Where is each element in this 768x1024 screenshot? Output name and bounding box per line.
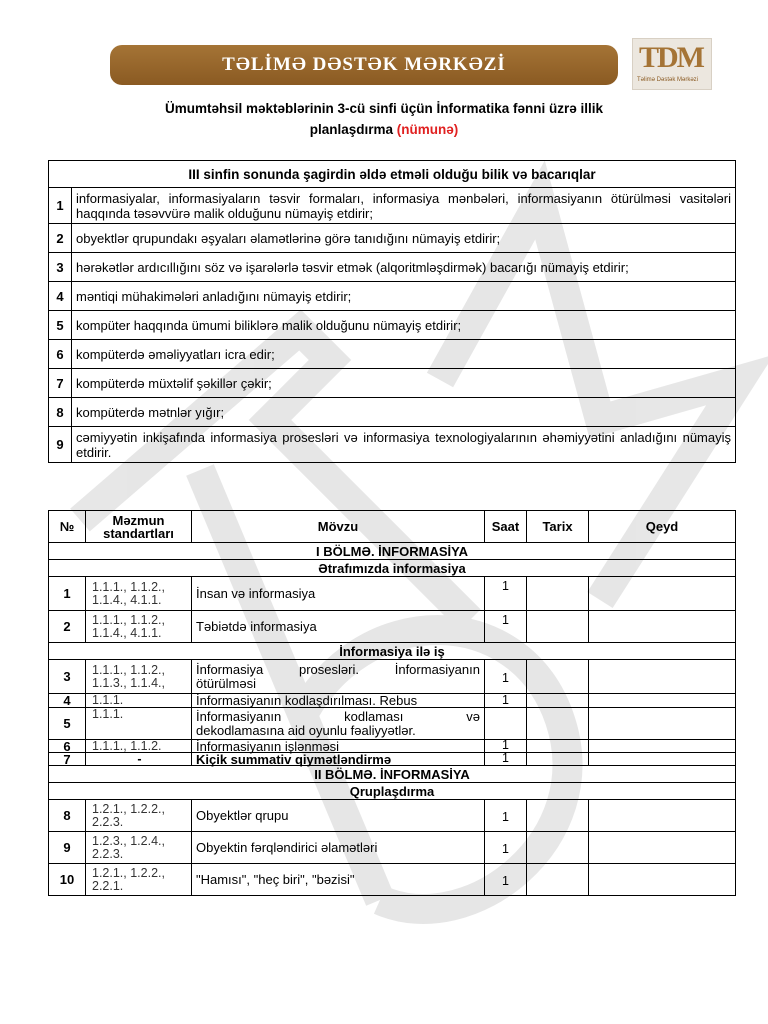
lesson-hours bbox=[485, 708, 527, 740]
tdm-logo bbox=[632, 38, 712, 90]
table-row bbox=[49, 224, 736, 253]
row-number: 7 bbox=[49, 369, 72, 398]
lesson-date[interactable] bbox=[527, 577, 589, 611]
row-text: kompüterdə mətnlər yığır; bbox=[72, 398, 736, 427]
center-banner bbox=[110, 45, 618, 85]
lesson-hours: 1 bbox=[485, 577, 527, 611]
subsection-title: Ətrafımızda informasiya bbox=[49, 560, 736, 577]
lesson-date[interactable] bbox=[527, 864, 589, 896]
row-number: 9 bbox=[49, 427, 72, 463]
lesson-note[interactable] bbox=[589, 708, 736, 740]
table-row bbox=[49, 398, 736, 427]
topic-line: ötürülməsi bbox=[196, 675, 256, 691]
header-date: Tarix bbox=[527, 511, 589, 543]
lesson-note[interactable] bbox=[589, 800, 736, 832]
lesson-standards bbox=[86, 864, 192, 896]
std-line: 2.2.3. bbox=[92, 846, 124, 861]
title-line-2 bbox=[100, 119, 668, 140]
lesson-number: 3 bbox=[49, 660, 86, 694]
lesson-standards bbox=[86, 577, 192, 611]
row-text: informasiyalar, informasiyaların təsvir formaları, informasiya mənbələri, informasiyanın ötürülməsi vasitələri haqqında təsəvvürə malik olduğunu nümayiş etdirir; bbox=[72, 188, 736, 224]
lesson-topic bbox=[192, 660, 485, 694]
row-number: 6 bbox=[49, 340, 72, 369]
lesson-date[interactable] bbox=[527, 694, 589, 708]
lesson-note[interactable] bbox=[589, 832, 736, 864]
lesson-note[interactable] bbox=[589, 864, 736, 896]
table-row bbox=[49, 832, 736, 864]
lesson-topic: Kiçik summativ qiymətləndirmə bbox=[192, 753, 485, 766]
std-line: 2.2.1. bbox=[92, 878, 124, 893]
row-number: 4 bbox=[49, 282, 72, 311]
row-number: 5 bbox=[49, 311, 72, 340]
lesson-standards bbox=[86, 611, 192, 643]
lesson-date[interactable] bbox=[527, 832, 589, 864]
lesson-hours: 1 bbox=[485, 660, 527, 694]
lesson-hours: 1 bbox=[485, 800, 527, 832]
banner-text: TƏLİMƏ DƏSTƏK MƏRKƏZİ bbox=[222, 54, 506, 75]
table-row bbox=[49, 340, 736, 369]
lesson-topic: İnformasiyanın işlənməsi bbox=[192, 740, 485, 753]
std-line: 1.1.1., 1.1.2., bbox=[92, 612, 165, 627]
lesson-date[interactable] bbox=[527, 611, 589, 643]
document-title bbox=[100, 98, 668, 140]
lesson-plan-table bbox=[48, 510, 736, 896]
std-line: 1.1.1., 1.1.2., bbox=[92, 579, 165, 594]
lesson-note[interactable] bbox=[589, 740, 736, 753]
table-row bbox=[49, 708, 736, 740]
row-number: 2 bbox=[49, 224, 72, 253]
plan-header-row bbox=[49, 511, 736, 543]
lesson-topic: İnformasiyanın kodlaşdırılması. Rebus bbox=[192, 694, 485, 708]
row-number: 1 bbox=[49, 188, 72, 224]
subsection-title: İnformasiya ilə iş bbox=[49, 643, 736, 660]
std-line: 2.2.3. bbox=[92, 814, 124, 829]
topic-line: dekodlamasına aid oyunlu fəaliyyətlər. bbox=[196, 722, 416, 738]
lesson-number: 8 bbox=[49, 800, 86, 832]
lesson-hours: 1 bbox=[485, 611, 527, 643]
row-text: kompüterdə müxtəlif şəkillər çəkir; bbox=[72, 369, 736, 398]
lesson-topic: Təbiətdə informasiya bbox=[192, 611, 485, 643]
lesson-topic: İnsan və informasiya bbox=[192, 577, 485, 611]
lesson-number: 1 bbox=[49, 577, 86, 611]
table-row bbox=[49, 427, 736, 463]
row-number: 8 bbox=[49, 398, 72, 427]
std-line: 1.2.3., 1.2.4., bbox=[92, 833, 165, 848]
lesson-standards bbox=[86, 832, 192, 864]
lesson-topic: Obyektlər qrupu bbox=[192, 800, 485, 832]
row-text: obyektlər qrupundakı əşyaları əlamətlərinə görə tanıdığını nümayiş etdirir; bbox=[72, 224, 736, 253]
table-row bbox=[49, 753, 736, 766]
lesson-hours: 1 bbox=[485, 832, 527, 864]
lesson-number: 2 bbox=[49, 611, 86, 643]
lesson-date[interactable] bbox=[527, 740, 589, 753]
subsection-row bbox=[49, 643, 736, 660]
row-text: məntiqi mühakimələri anladığını nümayiş etdirir; bbox=[72, 282, 736, 311]
subsection-title: Qruplaşdırma bbox=[49, 783, 736, 800]
lesson-hours: 1 bbox=[485, 864, 527, 896]
section-row bbox=[49, 543, 736, 560]
lesson-note[interactable] bbox=[589, 577, 736, 611]
table-row bbox=[49, 369, 736, 398]
lesson-topic: Obyektin fərqləndirici əlamətləri bbox=[192, 832, 485, 864]
title-line-2-text: planlaşdırma bbox=[309, 122, 393, 137]
topic-line: İnformasiya prosesləri. İnformasiyanın bbox=[196, 661, 480, 677]
table-row bbox=[49, 188, 736, 224]
table-row bbox=[49, 694, 736, 708]
skills-table bbox=[48, 160, 736, 463]
lesson-standards bbox=[86, 660, 192, 694]
section-title: II BÖLMƏ. İNFORMASİYA bbox=[49, 766, 736, 783]
lesson-standards: 1.1.1., 1.1.2. bbox=[86, 740, 192, 753]
lesson-number: 9 bbox=[49, 832, 86, 864]
subsection-row bbox=[49, 783, 736, 800]
std-line: 1.2.1., 1.2.2., bbox=[92, 865, 165, 880]
std-line: 1.1.1., 1.1.2., bbox=[92, 662, 165, 677]
table-row bbox=[49, 282, 736, 311]
lesson-number: 5 bbox=[49, 708, 86, 740]
table-row bbox=[49, 800, 736, 832]
table-row bbox=[49, 311, 736, 340]
lesson-note[interactable] bbox=[589, 753, 736, 766]
table-row bbox=[49, 660, 736, 694]
header-num: № bbox=[49, 511, 86, 543]
table-row bbox=[49, 740, 736, 753]
lesson-note[interactable] bbox=[589, 660, 736, 694]
table-row bbox=[49, 577, 736, 611]
table-row bbox=[49, 611, 736, 643]
row-text: kompüter haqqında ümumi biliklərə malik olduğunu nümayiş etdirir; bbox=[72, 311, 736, 340]
logo-mark: TDM bbox=[639, 41, 703, 74]
lesson-date[interactable] bbox=[527, 660, 589, 694]
lesson-standards bbox=[86, 800, 192, 832]
header-topic: Mövzu bbox=[192, 511, 485, 543]
skills-header: III sinfin sonunda şagirdin əldə etməli olduğu bilik və bacarıqlar bbox=[49, 161, 736, 188]
lesson-hours: 1 bbox=[485, 694, 527, 708]
lesson-standards: 1.1.1. bbox=[86, 708, 192, 740]
title-sample-note: (nümunə) bbox=[396, 122, 459, 137]
header-standards: Məzmun standartları bbox=[86, 511, 192, 543]
section-row bbox=[49, 766, 736, 783]
std-line: 1.1.4., 4.1.1. bbox=[92, 625, 162, 640]
lesson-number: 10 bbox=[49, 864, 86, 896]
lesson-standards: 1.1.1. bbox=[86, 694, 192, 708]
skills-header-row bbox=[49, 161, 736, 188]
lesson-hours: 1 bbox=[485, 740, 527, 753]
row-text: kompüterdə əməliyyatları icra edir; bbox=[72, 340, 736, 369]
row-text: hərəkətlər ardıcıllığını söz və işarələrlə təsvir etmək (alqoritmləşdirmək) bacarığı nümayiş etdirir; bbox=[72, 253, 736, 282]
lesson-topic: "Hamısı", "heç biri", "bəzisi" bbox=[192, 864, 485, 896]
lesson-date[interactable] bbox=[527, 800, 589, 832]
section-title: I BÖLMƏ. İNFORMASİYA bbox=[49, 543, 736, 560]
subsection-row bbox=[49, 560, 736, 577]
header-hours: Saat bbox=[485, 511, 527, 543]
header-note: Qeyd bbox=[589, 511, 736, 543]
lesson-standards: - bbox=[86, 753, 192, 766]
lesson-hours: 1 bbox=[485, 753, 527, 766]
table-row bbox=[49, 253, 736, 282]
lesson-note[interactable] bbox=[589, 694, 736, 708]
topic-line: İnformasiyanın kodlaması və bbox=[196, 708, 480, 724]
title-line-1: Ümumtəhsil məktəblərinin 3-cü sinfi üçün İnformatika fənni üzrə illik bbox=[164, 101, 604, 116]
lesson-note[interactable] bbox=[589, 611, 736, 643]
row-text: cəmiyyətin inkişafında informasiya prosesləri və informasiya texnologiyalarının əhəmiyyətini anladığını nümayiş etdirir. bbox=[72, 427, 736, 463]
table-row bbox=[49, 864, 736, 896]
logo-subtitle: Təlimə Dəstək Mərkəzi bbox=[637, 77, 699, 83]
std-line: 1.1.3., 1.1.4., bbox=[92, 675, 165, 690]
row-number: 3 bbox=[49, 253, 72, 282]
std-line: 1.1.4., 4.1.1. bbox=[92, 592, 162, 607]
lesson-topic bbox=[192, 708, 485, 740]
lesson-number: 4 bbox=[49, 694, 86, 708]
lesson-date[interactable] bbox=[527, 753, 589, 766]
lesson-number: 6 bbox=[49, 740, 86, 753]
lesson-date[interactable] bbox=[527, 708, 589, 740]
lesson-number: 7 bbox=[49, 753, 86, 766]
std-line: 1.2.1., 1.2.2., bbox=[92, 801, 165, 816]
